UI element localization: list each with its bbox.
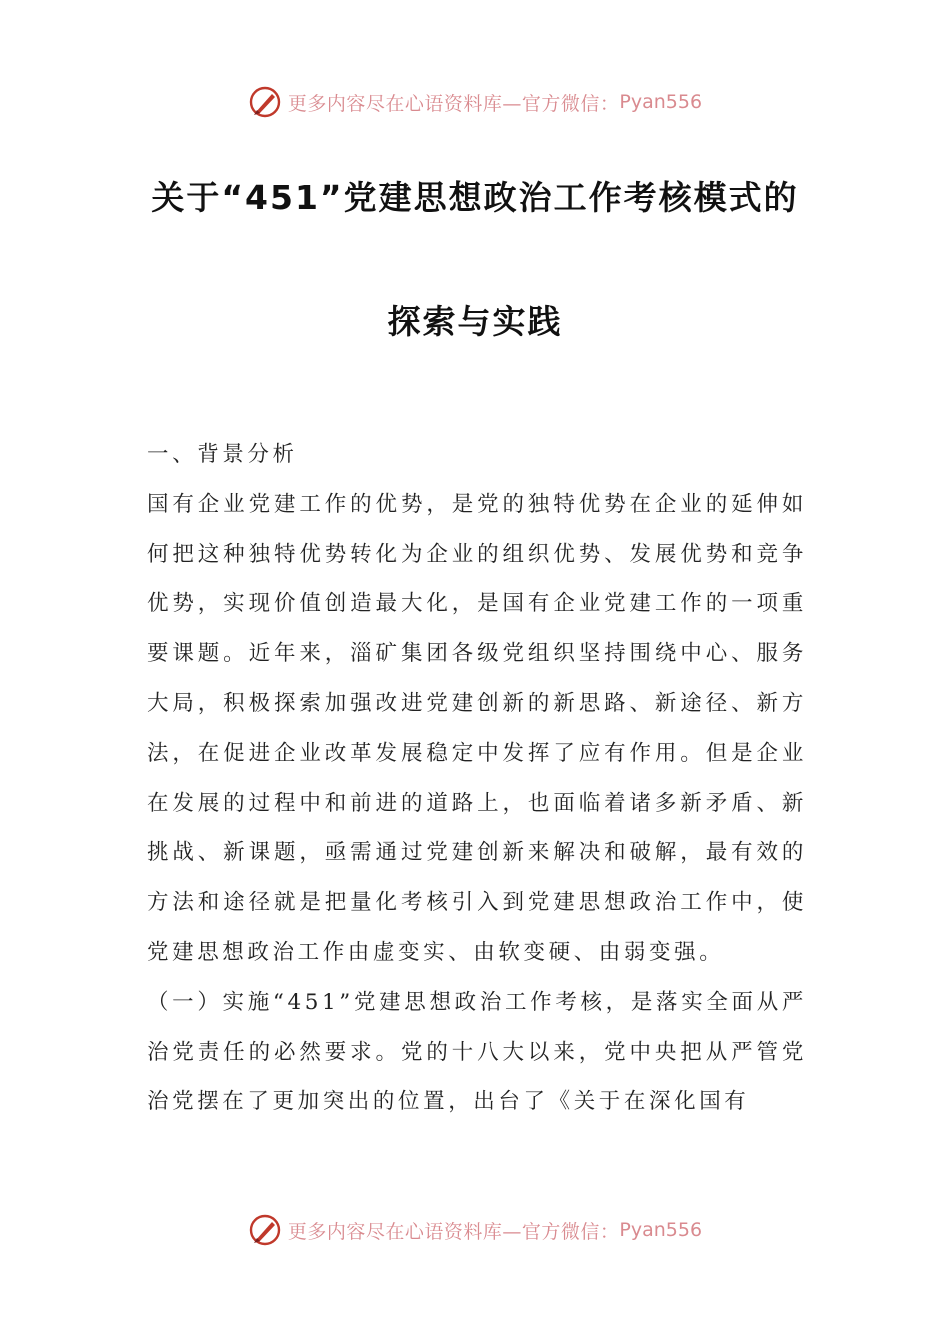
document-body bbox=[147, 430, 807, 1127]
watermark-id: Pyan556 bbox=[619, 1219, 703, 1241]
document-title-line1: 关于“451”党建思想政治工作考核模式的 bbox=[151, 178, 799, 217]
watermark-text: 更多内容尽在心语资料库—官方微信： bbox=[287, 92, 620, 115]
document-title-line2: 探索与实践 bbox=[387, 302, 563, 341]
watermark-text: 更多内容尽在心语资料库—官方微信： bbox=[287, 1220, 620, 1243]
watermark-header bbox=[0, 82, 950, 122]
watermark-id: Pyan556 bbox=[619, 91, 703, 113]
pen-logo-icon bbox=[248, 1213, 282, 1247]
paragraph: （一）实施“451”党建思想政治工作考核，是落实全面从严治党责任的必然要求。党的十八大以来，党中央把从严管党治党摆在了更加突出的位置，出台了《关于在深化国有 bbox=[147, 989, 807, 1115]
pen-logo-icon bbox=[248, 85, 282, 119]
watermark-footer bbox=[0, 1210, 950, 1250]
section-heading: 一、背景分析 bbox=[147, 442, 298, 467]
paragraph: 国有企业党建工作的优势，是党的独特优势在企业的延伸如何把这种独特优势转化为企业的组织优势、发展优势和竞争优势，实现价值创造最大化，是国有企业党建工作的一项重要课题。近年来，淄矿集团各级党组织坚持围绕中心、服务大局，积极探索加强改进党建创新的新思路、新途径、新方法，在促进企业改革发展稳定中发挥了应有作用。但是企业在发展的过程中和前进的道路上，也面临着诸多新矛盾、新挑战、新课题，亟需通过党建创新来解决和破解，最有效的方法和途径就是把量化考核引入到党建思想政治工作中，使党建思想政治工作由虚变实、由软变硬、由弱变强。 bbox=[147, 491, 807, 965]
